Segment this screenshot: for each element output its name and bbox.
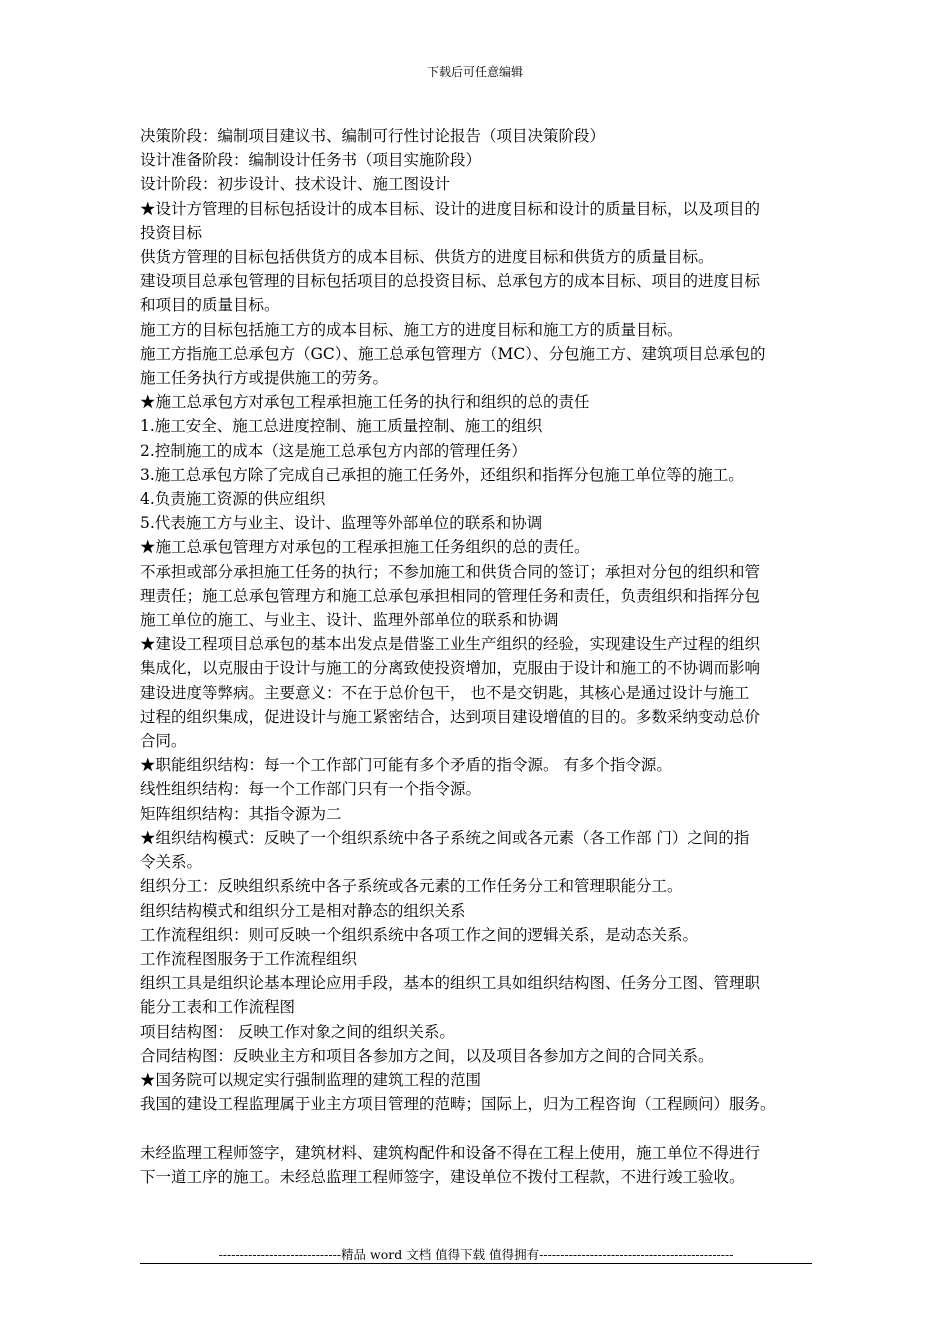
text-line: 未经监理工程师签字，建筑材料、建筑构配件和设备不得在工程上使用，施工单位不得进行 [140,1143,761,1162]
text-line: 设计准备阶段：编制设计任务书（项目实施阶段） [140,151,482,170]
text-line: 合同。 [140,732,187,751]
text-line: 能分工表和工作流程图 [140,998,296,1017]
text-line: 理责任；施工总承包管理方和施工总承包承担相同的管理任务和责任，负责组织和指挥分包 [140,586,761,605]
text-line: 建设进度等弊病。主要意义：不在于总价包干， 也不是交钥匙，其核心是通过设计与施工 [140,683,750,702]
text-line: ★设计方管理的目标包括设计的成本目标、设计的进度目标和设计的质量目标，以及项目的 [140,199,761,218]
text-line: 矩阵组织结构：其指令源为二 [140,804,342,823]
text-line: ★施工总承包管理方对承包的工程承担施工任务组织的总的责任。 [140,538,590,557]
text-line: 施工方指施工总承包方（GC）、施工总承包管理方（MC）、分包施工方、建筑项目总承包的 [140,344,766,363]
text-line: 施工任务执行方或提供施工的劳务。 [140,369,389,388]
text-line: 集成化，以克服由于设计与施工的分离致使投资增加，克服由于设计和施工的不协调而影响 [140,659,761,678]
text-line: 投资目标 [140,223,203,242]
page-header: 下载后可任意编辑 [426,65,523,79]
text-line: 设计阶段：初步设计、技术设计、施工图设计 [140,175,451,194]
text-line: 我国的建设工程监理属于业主方项目管理的范畴；国际上，归为工程咨询（工程顾问）服务。 [140,1095,776,1114]
text-line: 和项目的质量目标。 [140,296,280,315]
page-footer: -----------------------------精品 word 文档 值得下载 值得拥有---------------------------------------------- [218,1248,734,1262]
text-line: 线性组织结构：每一个工作部门只有一个指令源。 [140,780,482,799]
text-line: 项目结构图： 反映工作对象之间的组织关系。 [140,1022,455,1041]
text-line: 建设项目总承包管理的目标包括项目的总投资目标、总承包方的成本目标、项目的进度目标 [140,272,761,291]
text-line: 组织结构模式和组织分工是相对静态的组织关系 [140,901,466,920]
text-line: 合同结构图：反映业主方和项目各参加方之间，以及项目各参加方之间的合同关系。 [140,1046,714,1065]
text-line: ★职能组织结构：每一个工作部门可能有多个矛盾的指令源。 有多个指令源。 [140,756,672,775]
blank-line [140,1116,820,1140]
text-line: 令关系。 [140,853,203,872]
text-line: 组织工具是组织论基本理论应用手段，基本的组织工具如组织结构图、任务分工图、管理职 [140,974,761,993]
text-line: 供货方管理的目标包括供货方的成本目标、供货方的进度目标和供货方的质量目标。 [140,248,714,267]
text-line: 5.代表施工方与业主、设计、监理等外部单位的联系和协调 [140,514,543,533]
text-line: 决策阶段：编制项目建议书、编制可行性讨论报告（项目决策阶段） [140,127,606,145]
text-line: 下一道工序的施工。未经总监理工程师签字，建设单位不拨付工程款，不进行竣工验收。 [140,1167,745,1186]
text-line: 1.施工安全、施工总进度控制、施工质量控制、施工的组织 [140,417,543,436]
text-line: 工作流程组织：则可反映一个组织系统中各项工作之间的逻辑关系，是动态关系。 [140,925,699,944]
text-line: ★国务院可以规定实行强制监理的建筑工程的范围 [140,1070,482,1089]
text-line: 施工单位的施工、与业主、设计、监理外部单位的联系和协调 [140,611,559,630]
text-line: 2.控制施工的成本（这是施工总承包方内部的管理任务） [140,441,527,460]
text-line: 3.施工总承包方除了完成自己承担的施工任务外，还组织和指挥分包施工单位等的施工。 [140,465,744,484]
text-line: 施工方的目标包括施工方的成本目标、施工方的进度目标和施工方的质量目标。 [140,320,683,339]
text-line: 过程的组织集成，促进设计与施工紧密结合，达到项目建设增值的目的。多数采纳变动总价 [140,707,761,726]
text-line: 不承担或部分承担施工任务的执行；不参加施工和供货合同的签订；承担对分包的组织和管 [140,562,761,581]
text-line: 组织分工：反映组织系统中各子系统或各元素的工作任务分工和管理职能分工。 [140,877,683,896]
footer-divider [140,1263,812,1264]
text-line: ★组织结构模式：反映了一个组织系统中各子系统之间或各元素（各工作部 门）之间的指 [140,828,750,847]
text-line: ★施工总承包方对承包工程承担施工任务的执行和组织的总的责任 [140,393,590,412]
text-line: ★建设工程项目总承包的基本出发点是借鉴工业生产组织的经验，实现建设生产过程的组织 [140,635,761,654]
document-body [140,124,820,1189]
text-line: 4.负责施工资源的供应组织 [140,490,326,509]
text-line: 工作流程图服务于工作流程组织 [140,949,358,968]
